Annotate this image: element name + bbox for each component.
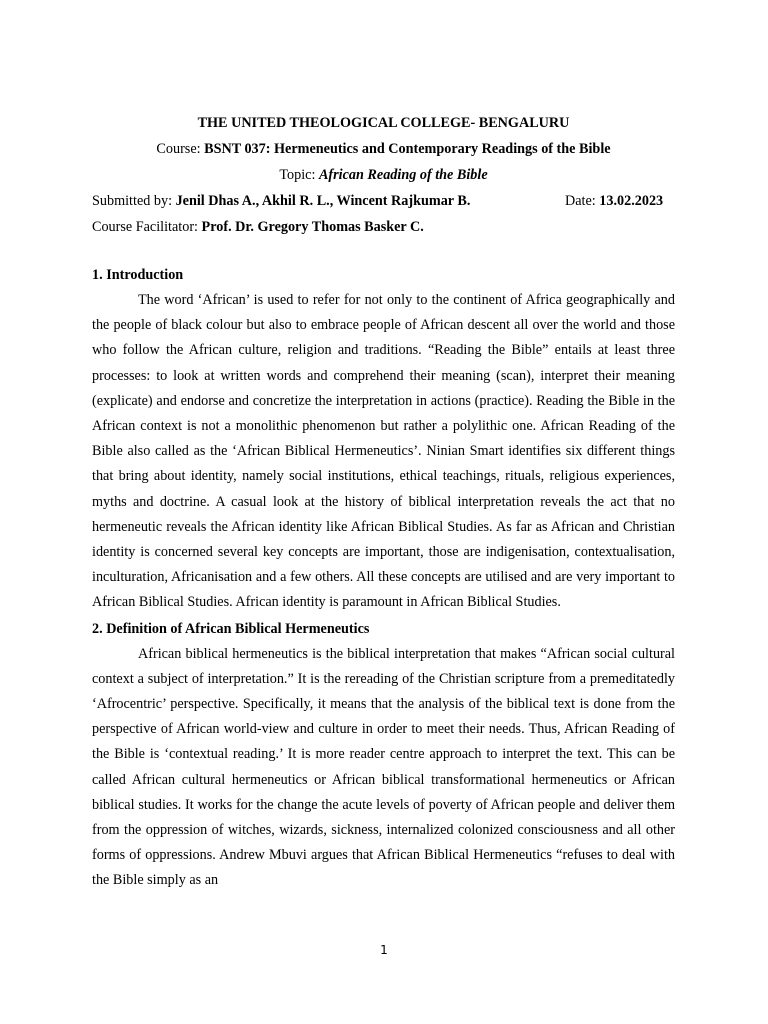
course-line xyxy=(92,136,675,162)
section-paragraph-introduction xyxy=(92,288,675,616)
submitted-line xyxy=(92,188,675,214)
section-paragraph-definition xyxy=(92,642,675,894)
header-spacer xyxy=(92,240,675,262)
topic-value: African Reading of the Bible xyxy=(318,167,488,183)
topic-line xyxy=(92,162,675,188)
institution-title: THE UNITED THEOLOGICAL COLLEGE- BENGALURU xyxy=(197,115,570,131)
submitted-label: Submitted by: xyxy=(92,193,176,209)
paragraph-text: African biblical hermeneutics is the biblical interpretation that makes “African social cultural context a subject of interpretation.” It is the rereading of the Christian scripture from a premeditatedly ‘Afrocentric’ perspective. Specifically, it means that the analysis of the biblical text is done from the perspective of African world-view and culture in order to meet their needs. Thus, African Reading of the Bible is ‘contextual reading.’ It is more reader centre approach to interpret the text. This can be called African cultural hermeneutics or African biblical transformational hermeneutics or African biblical studies. It works for the change the acute levels of poverty of African people and deliver them from the oppression of witches, wizards, sickness, internalized colonized consciousness and all other forms of oppressions. Andrew Mbuvi argues that African Biblical Hermeneutics “refuses to deal with the Bible simply as an xyxy=(92,645,675,889)
course-label: Course: xyxy=(156,141,205,157)
paragraph-text: The word ‘African’ is used to refer for not only to the continent of Africa geographically and the people of black colour but also to embrace people of African descent all over the world and those who follow the African culture, religion and traditions. “Reading the Bible” entails at least three processes: to look at written words and comprehend their meaning (scan), interpret their meaning (explicate) and endorse and concretize the interpretation in actions (practice). Reading the Bible in the African context is not a monolithic phenomenon but rather a polylithic one. African Reading of the Bible also called as the ‘African Biblical Hermeneutics’. Ninian Smart identifies six different things that bring about identity, namely social institutions, ethical teachings, rituals, religious experiences, myths and doctrine. A casual look at the history of biblical interpretation reveals the act that no hermeneutic reveals the African identity like African Biblical Studies. As far as African and Christian identity is concerned several key concepts are important, those are indigenisation, contextualisation, inculturation, Africanisation and a few others. All these concepts are utilised and are very important to African Biblical Studies. African identity is paramount in African Biblical Studies. xyxy=(92,292,675,611)
date-value: 13.02.2023 xyxy=(599,193,664,209)
course-value: BSNT 037: Hermeneutics and Contemporary Readings of the Bible xyxy=(204,141,611,157)
page-content xyxy=(92,110,675,894)
section-heading-introduction: 1. Introduction xyxy=(92,267,184,283)
topic-label: Topic: xyxy=(279,167,319,183)
page-number: 1 xyxy=(380,943,388,957)
submitted-value: Jenil Dhas A., Akhil R. L., Wincent Rajkumar B. xyxy=(175,193,471,209)
facilitator-label: Course Facilitator: xyxy=(92,219,202,235)
facilitator-value: Prof. Dr. Gregory Thomas Basker C. xyxy=(201,219,424,235)
date-label: Date: xyxy=(565,193,600,209)
facilitator-line xyxy=(92,214,675,240)
date-block xyxy=(565,188,663,214)
section-heading-definition: 2. Definition of African Biblical Hermeneutics xyxy=(92,620,370,637)
